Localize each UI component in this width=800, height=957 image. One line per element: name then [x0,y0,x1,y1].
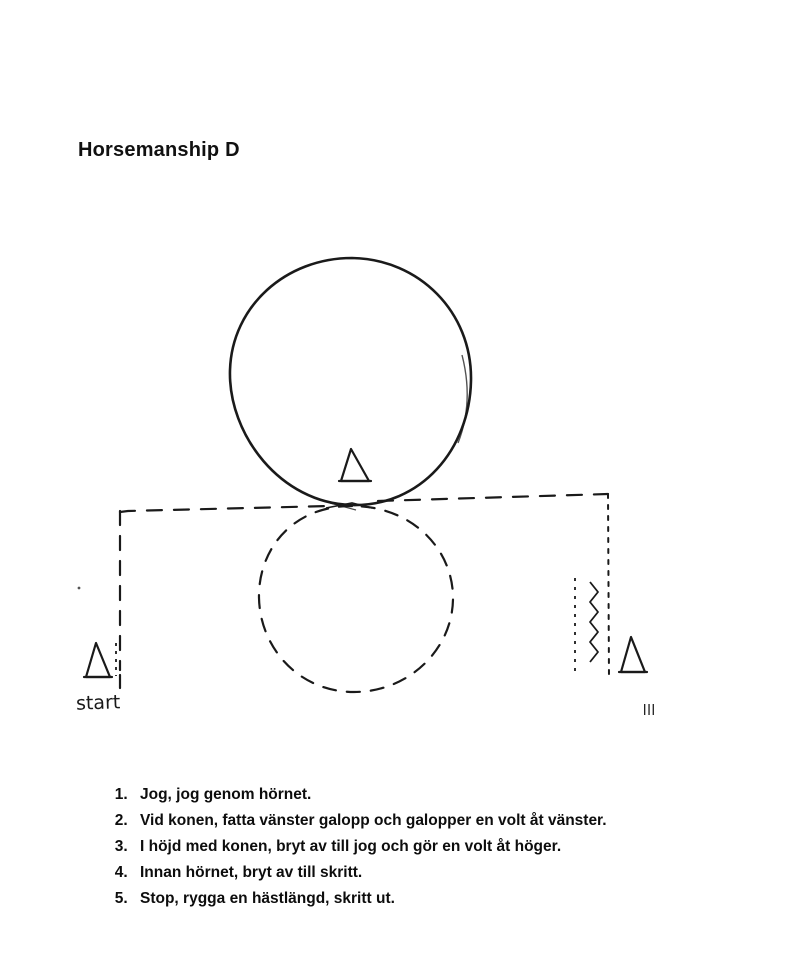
start-label: start [75,691,121,715]
list-item: 5. Stop, rygga en hästlängd, skritt ut. [132,886,764,912]
cone-top-icon [339,449,371,481]
list-item: 1. Jog, jog genom hörnet. [132,782,764,808]
pattern-diagram [0,200,800,740]
cone-right-icon [619,637,647,672]
solid-circle-path [230,258,471,505]
cone-start-icon [84,643,116,677]
instruction-list [104,782,764,912]
list-item: 3. I höjd med konen, bryt av till jog och gör en volt åt höger. [132,834,764,860]
stray-mark [78,587,81,590]
dashed-circle-path [259,506,453,692]
list-item: 2. Vid konen, fatta vänster galopp och galopper en volt åt vänster. [132,808,764,834]
dashed-track-path [120,494,609,688]
back-up-zigzag [575,578,598,676]
page-title: Horsemanship D [78,139,240,162]
list-item: 4. Innan hörnet, bryt av till skritt. [132,860,764,886]
rail-label: lll [643,702,656,719]
